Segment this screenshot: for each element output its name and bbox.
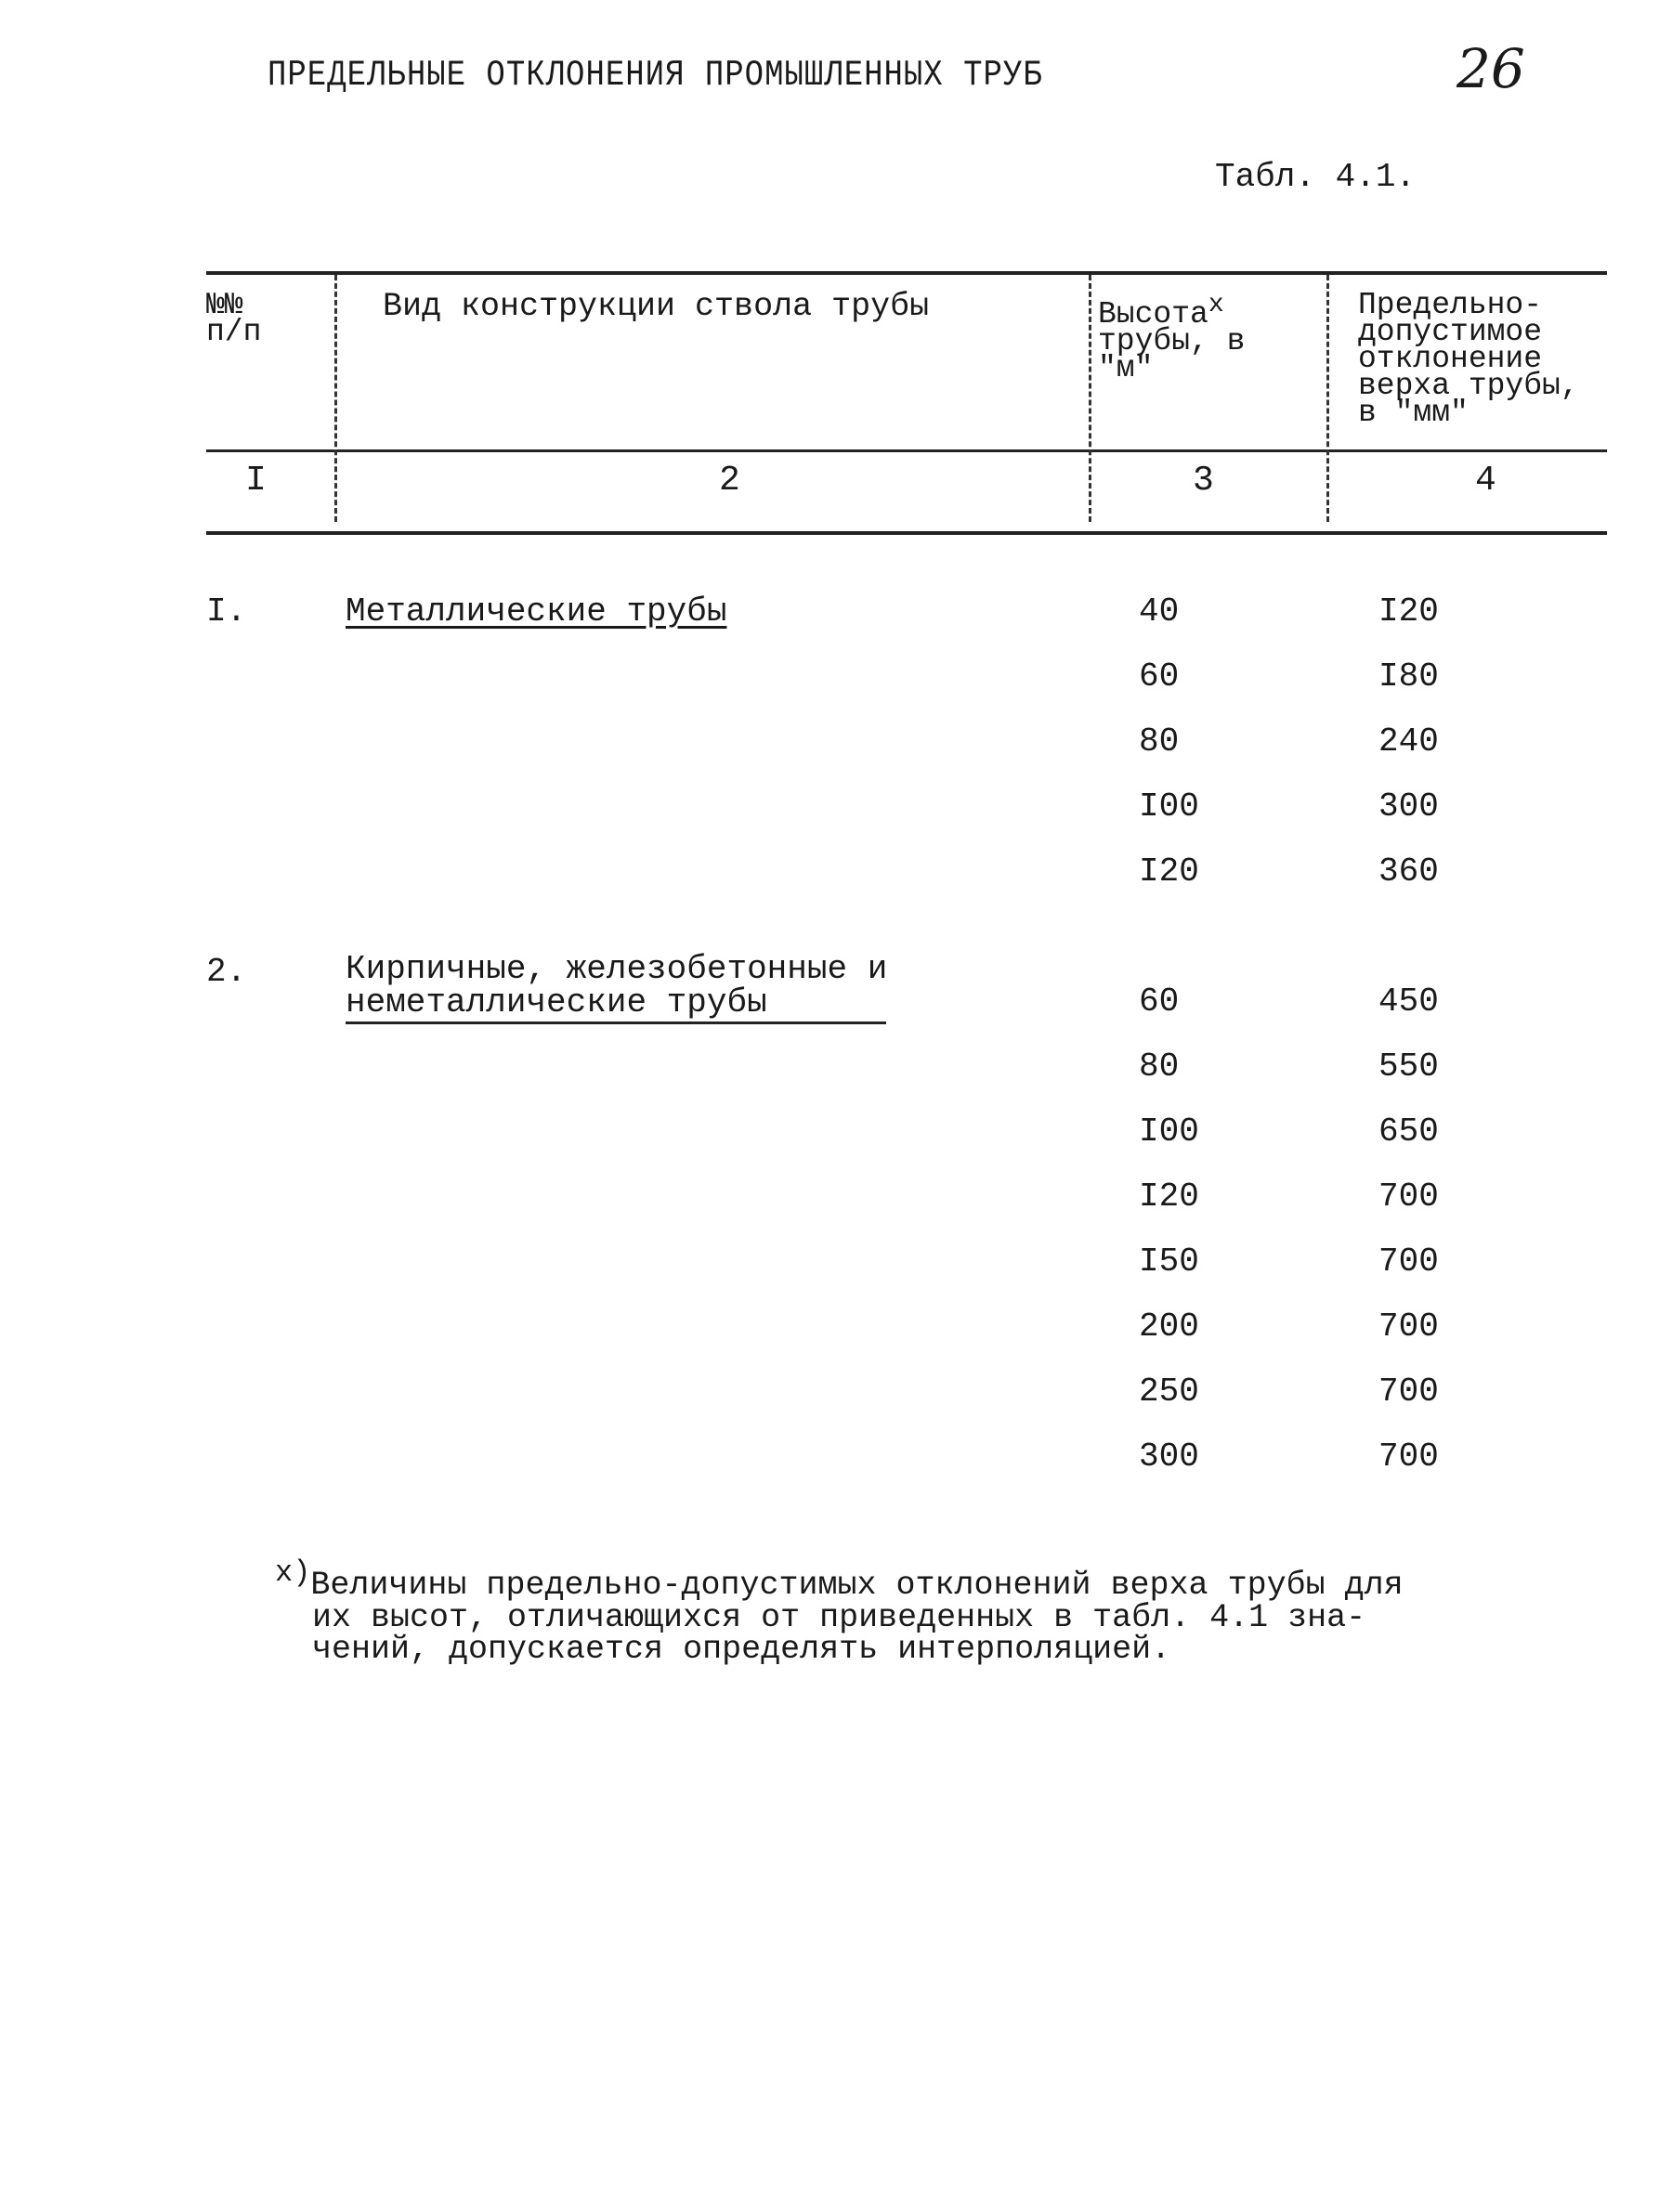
table-row: 700 xyxy=(1378,1308,1439,1346)
page-number: 26 xyxy=(1456,37,1525,100)
table-row: 700 xyxy=(1378,1178,1439,1216)
column-separator-1 xyxy=(334,275,337,522)
table-top-rule xyxy=(206,271,1607,275)
table-row: 300 xyxy=(1378,787,1439,826)
footnote-marker: x) xyxy=(275,1555,311,1590)
header-bottom-rule xyxy=(206,449,1607,452)
table-row: 700 xyxy=(1378,1438,1439,1476)
table-row: I20 xyxy=(1139,1178,1199,1216)
table-row: 80 xyxy=(1139,1047,1180,1086)
header-col3 xyxy=(1098,291,1246,385)
header-col3-line3: "м" xyxy=(1098,351,1154,385)
group-1-name: Металлические трубы xyxy=(346,592,727,631)
header-col4-line5: в "мм" xyxy=(1358,396,1469,430)
group-2-number: 2. xyxy=(206,953,247,991)
table-row: 360 xyxy=(1378,852,1439,891)
table-row: 450 xyxy=(1378,982,1439,1021)
header-col4-line4: верха трубы, xyxy=(1358,369,1579,403)
header-col2: Вид конструкции ствола трубы xyxy=(383,288,930,325)
header-col4-line1: Предельно- xyxy=(1358,288,1543,322)
header-col1 xyxy=(206,288,262,349)
table-row: 550 xyxy=(1378,1047,1439,1086)
column-separator-2 xyxy=(1089,275,1091,522)
group-2-name xyxy=(346,950,888,1021)
group-1-number: I. xyxy=(206,592,247,631)
table-row: I00 xyxy=(1139,1113,1199,1151)
footnote-line3: чений, допускается определять интерполяцией. xyxy=(312,1631,1171,1668)
table-row: 300 xyxy=(1139,1438,1199,1476)
table-row: 250 xyxy=(1139,1373,1199,1411)
footnote-line2: их высот, отличающихся от приведенных в табл. 4.1 зна- xyxy=(312,1599,1366,1636)
table-row: I00 xyxy=(1139,787,1199,826)
group-2-name-line1: Кирпичные, железобетонные и xyxy=(346,950,888,988)
column-separator-3 xyxy=(1326,275,1329,522)
group-2-name-underline xyxy=(346,1021,886,1024)
column-numbers-bottom-rule xyxy=(206,531,1607,535)
page-title: ПРЕДЕЛЬНЫЕ ОТКЛОНЕНИЯ ПРОМЫШЛЕННЫХ ТРУБ xyxy=(268,56,1043,97)
table-row: I20 xyxy=(1139,852,1199,891)
table-row: 240 xyxy=(1378,722,1439,761)
footnote-line1: $^{x)}$Величины предельно-допустимых отклонений верха трубы для xyxy=(275,1555,1404,1604)
column-number-1: I xyxy=(245,461,267,501)
table-row: 60 xyxy=(1139,657,1180,696)
table-row: 60 xyxy=(1139,982,1180,1021)
header-col3-line2: трубы, в xyxy=(1098,324,1246,358)
column-number-3: 3 xyxy=(1193,461,1214,501)
header-col4-line3: отклонение xyxy=(1358,342,1543,376)
header-col4 xyxy=(1358,288,1579,430)
table-row: I50 xyxy=(1139,1243,1199,1281)
column-number-2: 2 xyxy=(719,461,740,501)
table-row: I20 xyxy=(1378,592,1439,631)
table-reference: Табл. 4.1. xyxy=(1215,158,1417,196)
table-row: 200 xyxy=(1139,1308,1199,1346)
column-number-4: 4 xyxy=(1475,461,1496,501)
table-row: 650 xyxy=(1378,1113,1439,1151)
table-row: 40 xyxy=(1139,592,1180,631)
header-col4-line2: допустимое xyxy=(1358,315,1543,349)
group-2-name-line2: неметаллические трубы xyxy=(346,983,767,1021)
header-col3-line1: Высота$^x$ xyxy=(1098,291,1224,332)
table-row: 700 xyxy=(1378,1373,1439,1411)
header-col3-footnote-marker: x xyxy=(1208,291,1224,319)
header-col1-line1: №№ xyxy=(206,288,243,322)
footnote xyxy=(275,1555,1404,1668)
table-row: 80 xyxy=(1139,722,1180,761)
header-col1-line2: п/п xyxy=(206,315,262,349)
table-row: 700 xyxy=(1378,1243,1439,1281)
table-row: I80 xyxy=(1378,657,1439,696)
